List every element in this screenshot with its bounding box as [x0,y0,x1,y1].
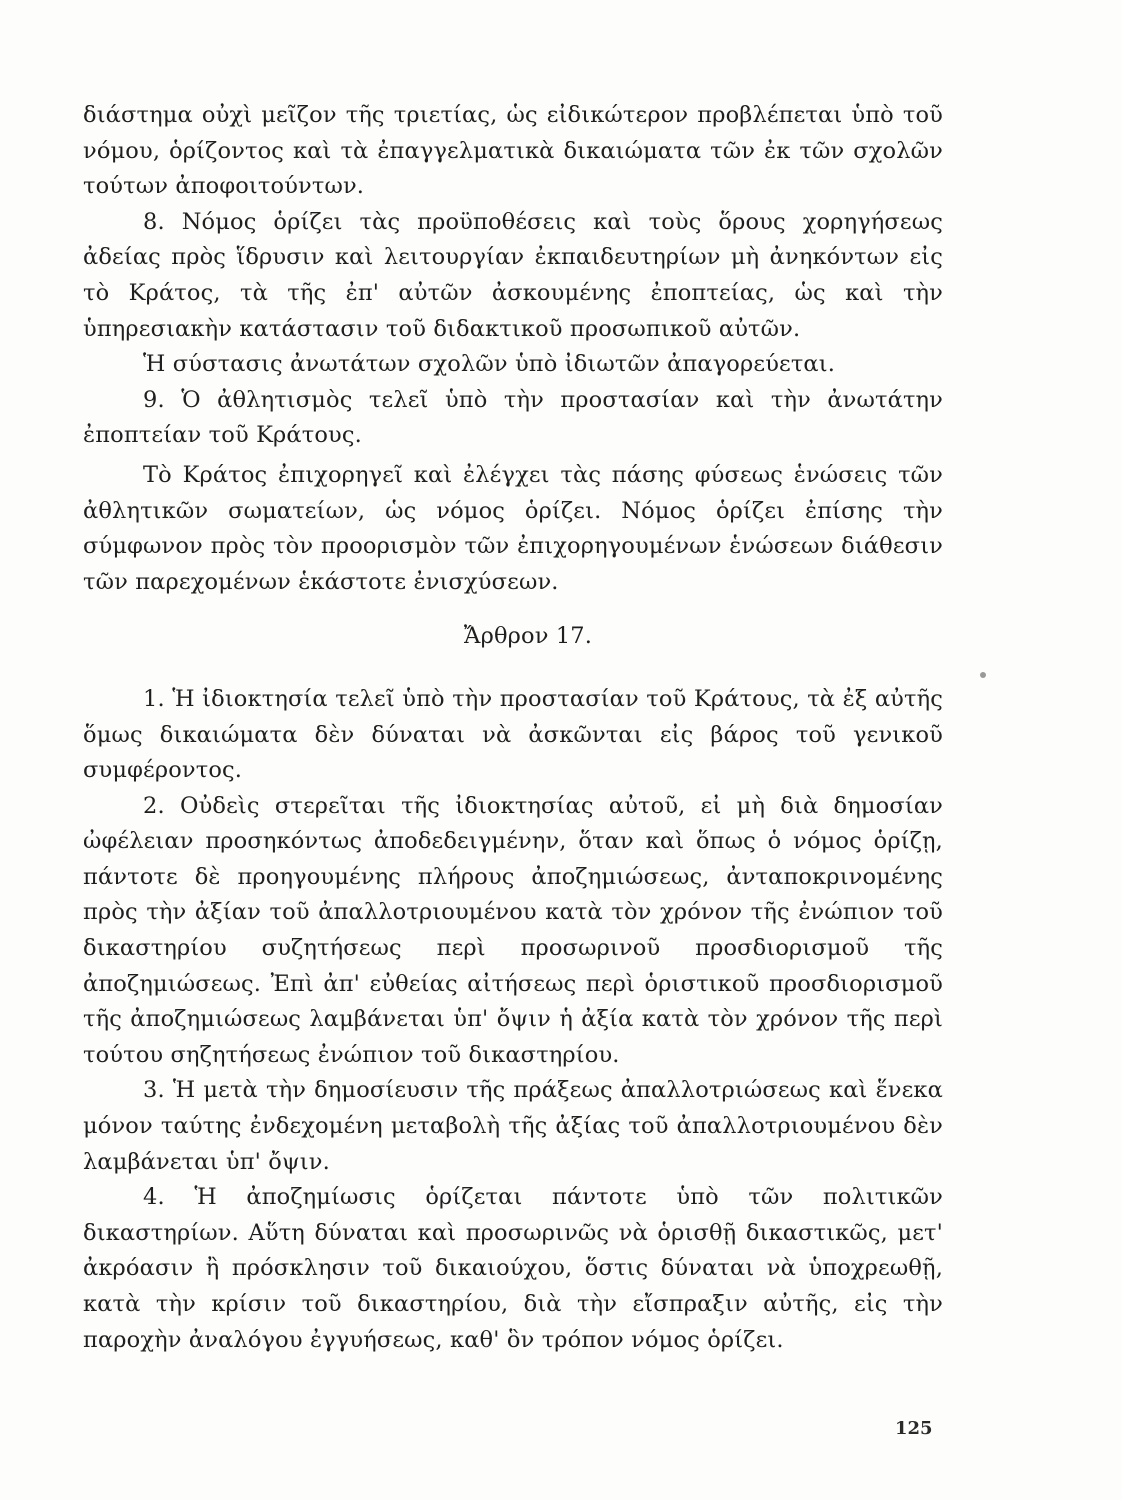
body-text [83,98,943,1358]
paragraph-section-8: 8. Νόμος ὁρίζει τὰς προϋποθέσεις καὶ τοὺς ὅρους χορηγήσεως ἀδείας πρὸς ἵδρυσιν καὶ λειτουργίαν ἐκπαιδευτηρίων μὴ ἀνηκόντων εἰς τὸ Κράτος, τὰ τῆς ἐπ' αὐτῶν ἀσκουμένης ἐποπτείας, ὡς καὶ τὴν ὑπηρεσιακὴν κατάστασιν τοῦ διδακτικοῦ προσωπικοῦ αὐτῶν. [83,208,943,342]
page-number: 125 [895,1418,933,1439]
paragraph-article-17-section-3: 3. Ἡ μετὰ τὴν δημοσίευσιν τῆς πράξεως ἀπαλλοτριώσεως καὶ ἕνεκα μόνον ταύτης ἐνδεχομένη μεταβολὴ τῆς ἀξίας τοῦ ἀπαλλοτριουμένου δὲν λαμβάνεται ὑπ' ὄψιν. [83,1077,943,1175]
paragraph-section-8-addendum: Ἡ σύστασις ἀνωτάτων σχολῶν ὑπὸ ἰδιωτῶν ἀπαγορεύεται. [143,351,836,378]
paragraph-section-9-addendum: Τὸ Κράτος ἐπιχορηγεῖ καὶ ἐλέγχει τὰς πάσης φύσεως ἑνώσεις τῶν ἀθλητικῶν σωματείων, ὡς νόμος ὁρίζει. Νόμος ὁρίζει ἐπίσης τὴν σύμφωνον πρὸς τὸν προορισμὸν τῶν ἐπιχορηγουμένων ἑνώσεων διάθεσιν τῶν παρεχομένων ἑκάστοτε ἐνισχύσεων. [83,461,943,595]
paragraph-article-17-section-1: 1. Ἡ ἰδιοκτησία τελεῖ ὑπὸ τὴν προστασίαν τοῦ Κράτους, τὰ ἐξ αὐτῆς ὅμως δικαιώματα δὲν δύναται νὰ ἀσκῶνται εἰς βάρος τοῦ γενικοῦ συμφέροντος. [83,685,943,784]
article-heading: Ἄρθρον 17. [463,623,593,650]
paragraph-article-17-section-2: 2. Οὐδεὶς στερεῖται τῆς ἰδιοκτησίας αὐτοῦ, εἰ μὴ διὰ δημοσίαν ὠφέλειαν προσηκόντως ἀποδεδειγμένην, ὅταν καὶ ὅπως ὁ νόμος ὁρίζῃ, πάντοτε δὲ προηγουμένης πλήρους ἀποζημιώσεως, ἀνταποκρινομένης πρὸς τὴν ἀξίαν τοῦ ἀπαλλοτριουμένου κατὰ τὸν χρόνον τῆς ἐνώπιον τοῦ δικαστηρίου συζητήσεως περὶ προσωρινοῦ προσδιορισμοῦ τῆς ἀποζημιώσεως. Ἐπὶ ἀπ' εὐθείας αἰτήσεως περὶ ὁριστικοῦ προσδιορισμοῦ τῆς ἀποζημιώσεως λαμβάνεται ὑπ' ὄψιν ἡ ἀξία κατὰ τὸν χρόνον τῆς περὶ τούτου σηζητήσεως ἐνώπιον τοῦ δικαστηρίου. [83,792,943,1068]
scan-speck [980,672,986,678]
paragraph-section-9: 9. Ὁ ἀθλητισμὸς τελεῖ ὑπὸ τὴν προστασίαν καὶ τὴν ἀνωτάτην ἐποπτείαν τοῦ Κράτους. [83,386,943,449]
paragraph-article-17-section-4: 4. Ἡ ἀποζημίωσις ὁρίζεται πάντοτε ὑπὸ τῶν πολιτικῶν δικαστηρίων. Αὕτη δύναται καὶ προσωρινῶς νὰ ὁρισθῇ δικαστικῶς, μετ' ἀκρόασιν ἢ πρόσκλησιν τοῦ δικαιούχου, ὅστις δύναται νὰ ὑποχρεωθῇ, κατὰ τὴν κρίσιν τοῦ δικαστηρίου, διὰ τὴν εἴσπραξιν αὐτῆς, εἰς τὴν παροχὴν ἀναλόγου ἐγγυήσεως, καθ' ὃν τρόπον νόμος ὁρίζει. [83,1184,943,1353]
paragraph-continuation: διάστημα οὐχὶ μεῖζον τῆς τριετίας, ὡς εἰδικώτερον προβλέπεται ὑπὸ τοῦ νόμου, ὁρίζοντος καὶ τὰ ἐπαγγελματικὰ δικαιώματα τῶν ἐκ τῶν σχολῶν τούτων ἀποφοιτούντων. [83,102,943,200]
